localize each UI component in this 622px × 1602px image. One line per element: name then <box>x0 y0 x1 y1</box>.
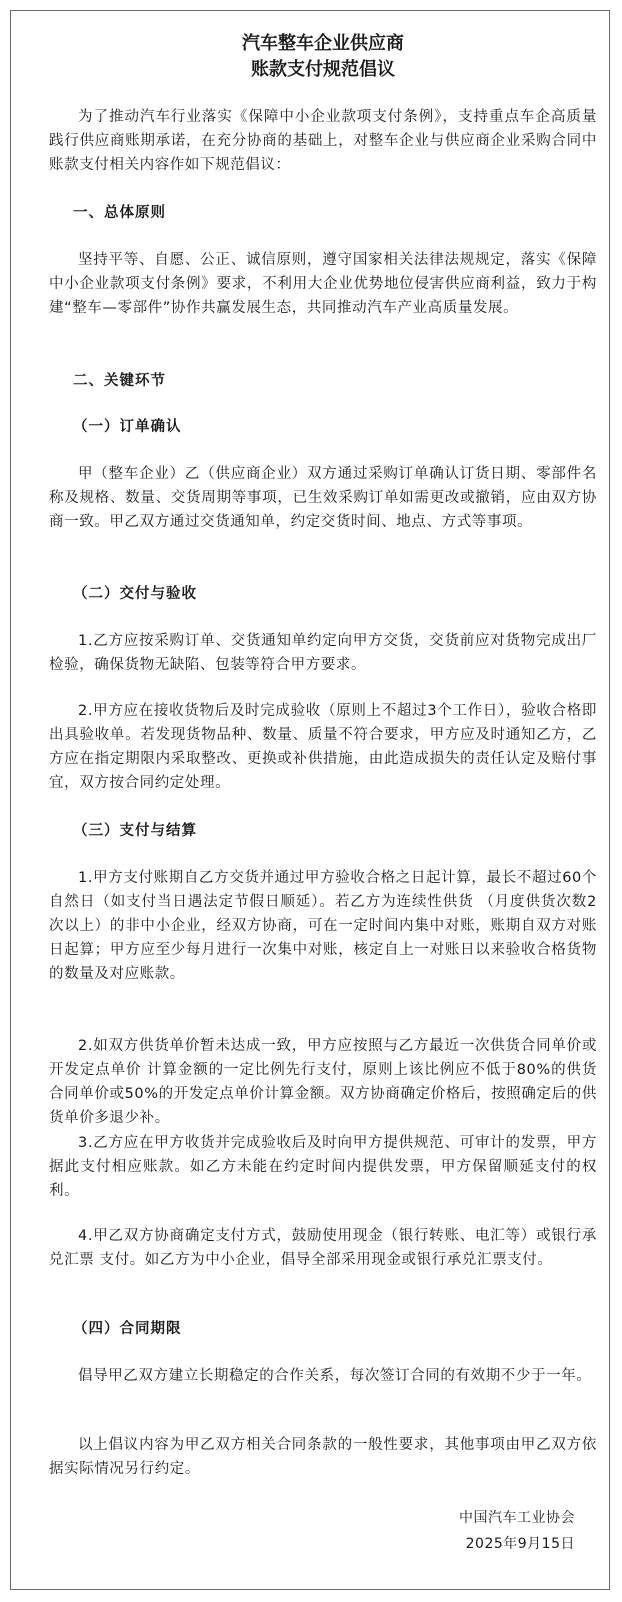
delivery-acceptance-paragraph-2: 2.甲方应在接收货物后及时完成验收（原则上不超过3个工作日），验收合格即出具验收单。若发现货物品种、数量、质量不符合要求，甲方应及时通知乙方，乙方应在指定期限内采取整改、更换或补供措施，由此造成损失的责任认定及赔付事宜，双方按合同约定处理。 <box>49 703 597 791</box>
closing-paragraph: 以上倡议内容为甲乙双方相关合同条款的一般性要求，其他事项由甲乙双方依据实际情况另行约定。 <box>49 1437 597 1477</box>
delivery-acceptance-paragraph-1: 1.乙方应按采购订单、交货通知单约定向甲方交货，交货前应对货物完成出厂检验，确保货物无缺陷、包装等符合甲方要求。 <box>49 633 597 673</box>
subsection-heading-delivery-acceptance: （二）交付与验收 <box>73 586 197 602</box>
subsection-heading-payment-settlement: （三）支付与结算 <box>73 823 197 839</box>
contract-term-paragraph: 倡导甲乙双方建立长期稳定的合作关系，每次签订合同的有效期不少于一年。 <box>78 1368 592 1384</box>
document-frame <box>10 10 610 1590</box>
payment-settlement-paragraph-1: 1.甲方支付账期自乙方交货并通过甲方验收合格之日起计算，最长不超过60个自然日（如支付当日遇法定节假日顺延）。若乙方为连续性供货 （月度供货次数2次以上）的非中小企业，经双方协商，可在一定时间内集中对账，账期自双方对账日起算；甲方应至少每月进行一次集中对账，核定自上一对账日以来验收合格货物的数量及对应账款。 <box>49 870 597 982</box>
document-title-line-1: 汽车整车企业供应商 <box>242 33 404 54</box>
subsection-heading-order-confirmation: （一）订单确认 <box>73 419 182 435</box>
order-confirmation-paragraph: 甲（整车企业）乙（供应商企业）双方通过采购订单确认订货日期、零部件名称及规格、数量、交货周期等事项，已生效采购订单如需更改或撤销，应由双方协商一致。甲乙双方通过交货通知单，约定交货时间、地点、方式等事项。 <box>49 466 597 530</box>
payment-settlement-paragraph-3: 3.乙方应在甲方收货并完成验收后及时向甲方提供规范、可审计的发票，甲方据此支付相应账款。如乙方未能在约定时间内提供发票，甲方保留顺延支付的权利。 <box>49 1135 597 1199</box>
intro-paragraph: 为了推动汽车行业落实《保障中小企业款项支付条例》，支持重点车企高质量践行供应商账期承诺，在充分协商的基础上，对整车企业与供应商企业采购合同中账款支付相关内容作如下规范倡议： <box>49 109 597 173</box>
subsection-heading-contract-term: （四）合同期限 <box>73 1321 182 1337</box>
section-heading-general-principles: 一、总体原则 <box>73 205 166 221</box>
document-title-line-2: 账款支付规范倡议 <box>251 59 395 80</box>
payment-settlement-paragraph-2: 2.如双方供货单价暂未达成一致，甲方应按照与乙方最近一次供货合同单价或开发定点单价 计算金额的一定比例先行支付，原则上该比例应不低于80%的供货合同单价或50%的开发定点单价计算金额。双方协商确定价格后，按照确定后的供货单价多退少补。 <box>49 1038 597 1126</box>
general-principles-paragraph: 坚持平等、自愿、公正、诚信原则，遵守国家相关法律法规规定，落实《保障中小企业款项支付条例》要求，不利用大企业优势地位侵害供应商利益，致力于构建“整车—零部件”协作共赢发展生态，共同推动汽车产业高质量发展。 <box>49 252 597 316</box>
signature-date: 2025年9月15日 <box>465 1536 575 1552</box>
signature-organization: 中国汽车工业协会 <box>459 1510 575 1526</box>
payment-settlement-paragraph-4: 4.甲乙双方协商确定支付方式，鼓励使用现金（银行转账、电汇等）或银行承兑汇票 支付。如乙方为中小企业，倡导全部采用现金或银行承兑汇票支付。 <box>49 1228 597 1268</box>
section-heading-key-links: 二、关键环节 <box>73 373 166 389</box>
